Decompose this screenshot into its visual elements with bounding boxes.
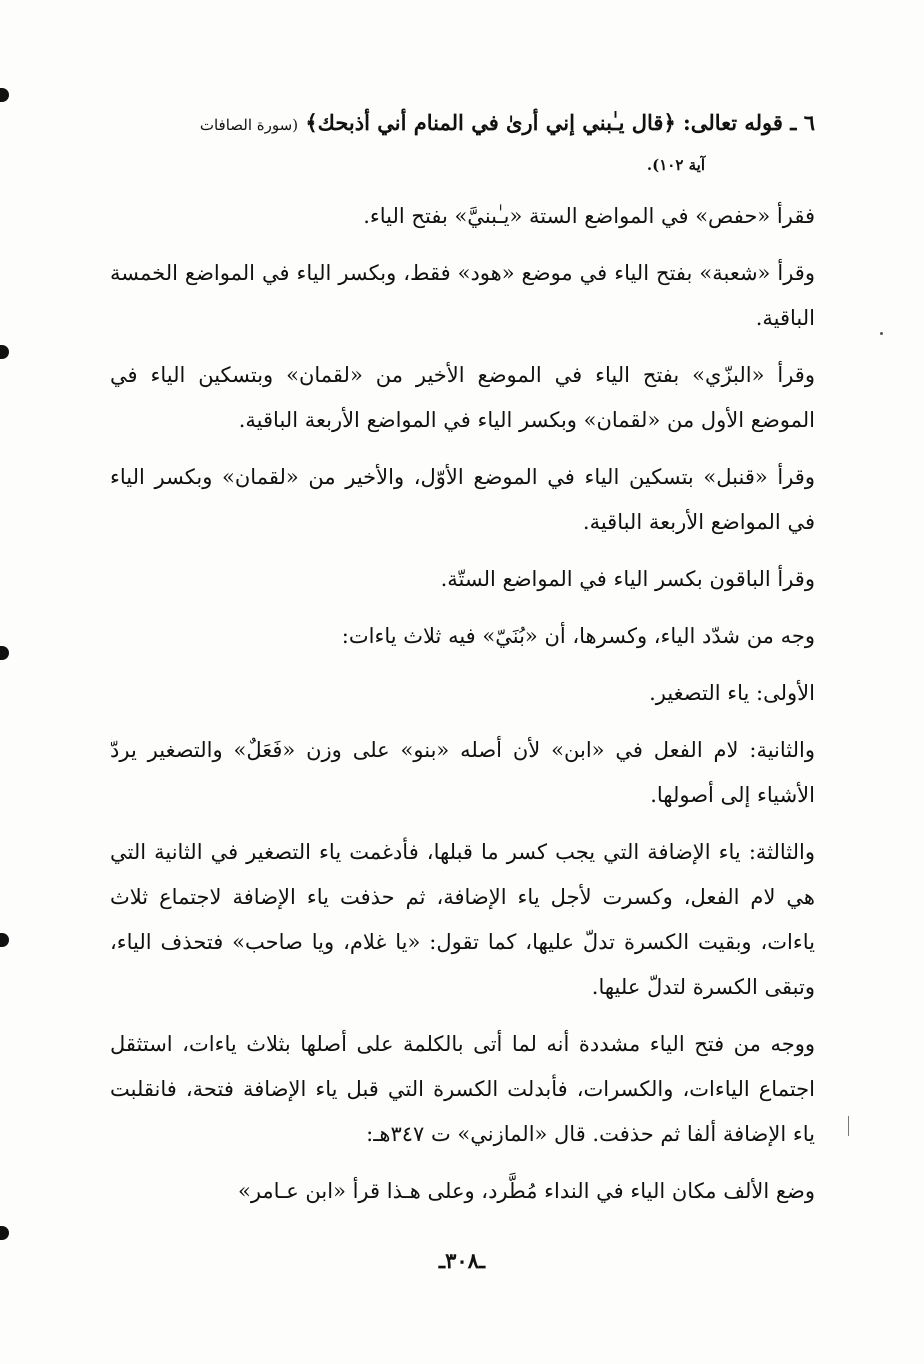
page-body: [110, 100, 815, 1226]
binding-hole-mark: [0, 345, 9, 359]
paragraph: الأولى: ياء التصغير.: [649, 681, 815, 705]
binding-hole-mark: [0, 1226, 9, 1240]
verse-number-reference: آية ١٠٢).: [646, 156, 705, 174]
paragraph: فقرأ «حفص» في المواضع الستة «يـٰبنيَّ» بفتح الياء.: [363, 204, 815, 228]
paragraph: وقرأ «شعبة» بفتح الياء في موضع «هود» فقط، وبكسر الياء في المواضع الخمسة الباقية.: [110, 261, 815, 330]
verse-heading: [110, 100, 815, 182]
paragraph: وقرأ الباقون بكسر الياء في المواضع الستّة.: [440, 567, 815, 591]
surah-reference: (سورة الصافات: [199, 116, 299, 134]
paragraph: وقرأ «البزّي» بفتح الياء في الموضع الأخير من «لقمان» وبتسكين الياء في الموضع الأول من «لقمان» وبكسر الياء في المواضع الأربعة الباقية.: [110, 363, 815, 432]
paragraph: وجه من شدّد الياء، وكسرها، أن «بُنَيّ» فيه ثلاث ياءات:: [341, 624, 815, 648]
speck: [880, 332, 883, 335]
paragraph: وضع الألف مكان الياء في النداء مُطَّرد، وعلى هـذا قرأ «ابن عـامر»: [237, 1179, 815, 1203]
binding-hole-mark: [0, 933, 9, 947]
binding-hole-mark: [0, 646, 9, 660]
verse-heading-text: ٦ ـ قوله تعالى: ﴿قال يـٰبني إني أرىٰ في المنام أني أذبحك﴾: [305, 110, 815, 135]
paragraph: والثانية: لام الفعل في «ابن» لأن أصله «بنو» على وزن «فَعَلٌ» والتصغير يردّ الأشياء إلى أصولها.: [110, 738, 815, 807]
paragraph: والثالثة: ياء الإضافة التي يجب كسر ما قبلها، فأدغمت ياء التصغير في الثانية التي هي لام الفعل، وكسرت لأجل ياء الإضافة، ثم حذفت ياء الإضافة لاجتماع ثلاث ياءات، وبقيت الكسرة تدلّ عليها، كما تقول: «يا غلام، ويا صاحب» فتحذف الياء، وتبقى الكسرة لتدلّ عليها.: [110, 840, 815, 999]
paragraph: ووجه من فتح الياء مشددة أنه لما أتى بالكلمة على أصلها بثلاث ياءات، استثقل اجتماع الياءات، والكسرات، فأبدلت الكسرة التي قبل ياء الإضافة فتحة، فانقلبت ياء الإضافة ألفا ثم حذفت. قال «المازني» ت ٣٤٧هـ:: [110, 1032, 815, 1146]
page-number: ـ٣٠٨ـ: [438, 1248, 486, 1273]
margin-tick: [848, 1116, 849, 1136]
binding-hole-mark: [0, 88, 9, 102]
paragraph: وقرأ «قنبل» بتسكين الياء في الموضع الأوّل، والأخير من «لقمان» وبكسر الياء في المواضع الأربعة الباقية.: [110, 465, 815, 534]
